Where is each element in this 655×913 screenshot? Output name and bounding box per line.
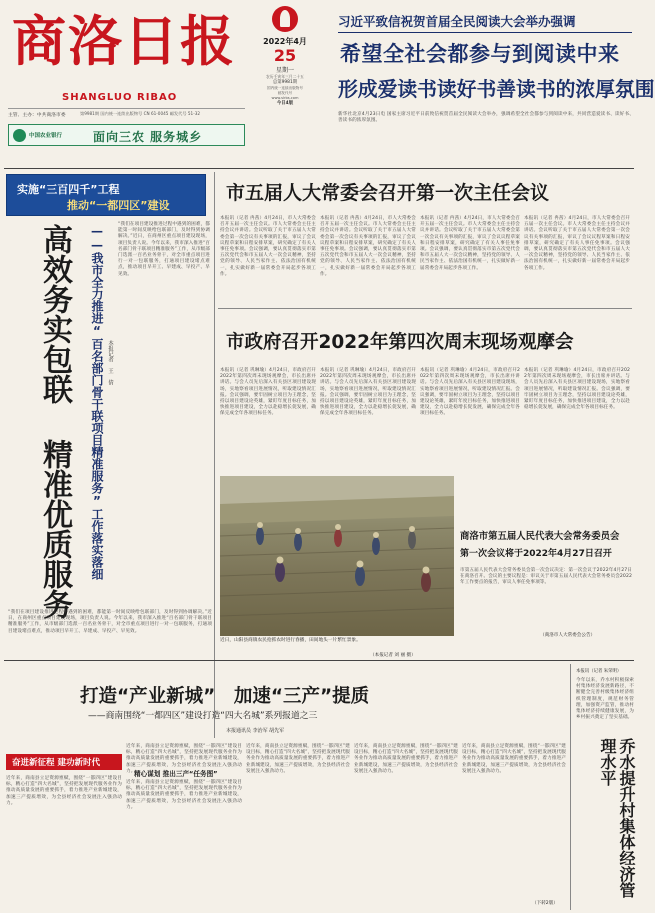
issue-line-1: 国内统一连续出版物号 [267, 86, 303, 90]
date-day: 25 [273, 46, 297, 65]
bank-slogan: 面向三农 服务城乡 [93, 130, 203, 144]
side-subheadline: ——我市全力推进“百名部门骨干联项目精准服务”工作落实落细 [90, 224, 104, 580]
side-byline: 本报记者 王 倩 [107, 340, 113, 385]
a2-body-col4: 本报讯（记者 巩琳瑜）4月24日，市政府召开2022年第四次周末现场观摩会，市长出席并讲话。与会人员先后深入有关县区项目建设现场，实地察看项目进展情况，听取建设情况汇报。会议强调，要牢固树立项目为王理念，坚持以项目建设论英雄，紧盯年度目标任务，加快推进项目建设，全力以赴稳增长促发展，确保完成全年各项目标任务。 [524, 368, 630, 411]
series-subhead: 精心谋划 推出三产“任务图” [134, 770, 218, 778]
headline-kicker: 习近平致信祝贺首届全民阅读大会举办强调 [338, 14, 576, 29]
emblem-icon [272, 6, 298, 32]
a1-body-col2: 本报讯（记者 冉茜）4月24日，市人大常委会召开五届一次主任会议。市人大常委会主任主持会议并讲话。会议听取了关于市五届人大常委会第一次会议有关事项的汇报，审议了会议议程草案和日程安排草案，研究确定了有关人事任免事项。会议强调，要认真贯彻落实市第五次党代会和市五届人大一次会议精神，坚持党的领导、人民当家作主、依法治国有机统一，扎实做好新一届常委会开局起步各项工作。 [320, 216, 416, 277]
meta-strip: 第9981期 国内统一连续出版物号 CN 61-0045 邮发代号 51-32 [80, 111, 201, 116]
banner-tag-line1: 实施“三百四千”工程 [17, 183, 120, 196]
right-big-headline: 乔水提升村集体经济管理水平 [598, 738, 636, 898]
bank-ad [8, 124, 245, 146]
series-body-col5: 近年来，商南县立足资源禀赋，围绕“一都四区”建设目标，精心打造“四大名城”，坚持把发展现代服务业作为推动高质量发展的重要抓手，着力推进产业新城建设，加速三产提质增效，为全县经济社会发展注入强劲动力。 [462, 744, 566, 774]
bank-name: 中国农业银行 [29, 133, 63, 139]
section-rule-mid [4, 660, 634, 661]
sponsor-line: 主管、主办：中共商洛市委 [8, 113, 66, 118]
banner-tag-line2: 推动“一都四区”建设 [67, 199, 170, 212]
a3-title-2: 第一次会议将于2022年4月27日召开 [460, 549, 612, 559]
a2-body-col2: 本报讯（记者 巩琳瑜）4月24日，市政府召开2022年第四次周末现场观摩会，市长出席并讲话。与会人员先后深入有关县区项目建设现场，实地察看项目进展情况，听取建设情况汇报。会议强调，要牢固树立项目为王理念，坚持以项目建设论英雄，紧盯年度目标任务，加快推进项目建设，全力以赴稳增长促发展，确保完成全年各项目标任务。 [320, 368, 416, 417]
series-body-col2b: 近年来，商南县立足资源禀赋，围绕“一都四区”建设目标，精心打造“四大名城”，坚持把发展现代服务业作为推动高质量发展的重要抓手，着力推进产业新城建设，加速三产提质增效，为全县经济社会发展注入强劲动力。 [126, 780, 242, 810]
right-byline: 本报讯（记者 朱荣明） [576, 669, 622, 674]
column-tag [6, 754, 122, 770]
date-info-1: 农历壬寅年三月二十五 [266, 74, 304, 79]
newspaper-pinyin: SHANGLUO RIBAO [62, 92, 178, 103]
issue-line-3: www.slrbs.com [271, 96, 299, 100]
a3-title-1: 商洛市第五届人民代表大会常务委员会 [460, 531, 620, 542]
series-body-col1: 近年来，商南县立足资源禀赋，围绕“一都四区”建设目标，精心打造“四大名城”，坚持把发展现代服务业作为推动高质量发展的重要抓手，着力推进产业新城建设，加速三产提质增效，为全县经济社会发展注入强劲动力。 [6, 776, 122, 806]
a1-body-col3: 本报讯（记者 冉茜）4月24日，市人大常委会召开五届一次主任会议。市人大常委会主任主持会议并讲话。会议听取了关于市五届人大常委会第一次会议有关事项的汇报，审议了会议议程草案和日程安排草案，研究确定了有关人事任免事项。会议强调，要认真贯彻落实市第五次党代会和市五届人大一次会议精神，坚持党的领导、人民当家作主、依法治国有机统一，扎实做好新一届常委会开局起步各项工作。 [420, 216, 520, 271]
series-body-col3: 近年来，商南县立足资源禀赋，围绕“一都四区”建设目标，精心打造“四大名城”，坚持把发展现代服务业作为推动高质量发展的重要抓手，着力推进产业新城建设，加速三产提质增效，为全县经济社会发展注入强劲动力。 [246, 744, 350, 774]
series-subtitle: ——商南围绕“一都四区”建设打造“四大名城”系列报道之三 [88, 711, 318, 721]
col-divider-right [570, 664, 571, 910]
rule-a1-a2 [218, 308, 632, 309]
masthead-rule [8, 108, 245, 109]
date-line: 2022年4月 [263, 37, 307, 46]
side-big-headline: 高效务实包联 精准优质服务 [37, 224, 72, 619]
issue-number: 总第9981期 [272, 80, 298, 85]
series-body-col4: 近年来，商南县立足资源禀赋，围绕“一都四区”建设目标，精心打造“四大名城”，坚持把发展现代服务业作为推动高质量发展的重要抓手，着力推进产业新城建设，加速三产提质增效，为全县经济社会发展注入强劲动力。 [354, 744, 458, 774]
lead-text: 新华社北京4月23日电 国家主席习近平日前致信祝贺首届全民阅读大会举办，强调希望全社会都参与到阅读中来，共同营造爱读书、读好书、善读书的浓厚氛围。 [338, 112, 634, 124]
side-article-body-2: “我们在项目建设推进过程中遇到的困难，都能第一时间反映给包联部门，及时得到协调解决。”近日，在商州区重点项目建设现场，项目负责人说。今年以来，我市深入推进“百名部门骨干联项目精准服务”工作，从市级部门选派一百名业务骨干，对全市重点项目进行一对一包联服务，打通项目建设堵点难点，推动项目早开工、早建成、早投产、早见效。 [8, 610, 212, 634]
column-tag-label: 奋进新征程 建功新时代 [12, 758, 100, 768]
date-block [246, 6, 324, 124]
series-title: 打造“产业新城” 加速“三产”提质 [80, 686, 370, 707]
side-article-body: “我们在项目建设推进过程中遇到的困难，都能第一时间反映给包联部门，及时得到协调解决。”近日，在商州区重点项目建设现场，项目负责人说。今年以来，我市深入推进“百名部门骨干联项目精准服务”工作，从市级部门选派一百名业务骨干，对全市重点项目进行一对一包联服务，打通项目建设堵点难点，推动项目早开工、早建成、早投产、早见效。 [118, 222, 210, 277]
a2-body-col3: 本报讯（记者 巩琳瑜）4月24日，市政府召开2022年第四次周末现场观摩会，市长出席并讲话。与会人员先后深入有关县区项目建设现场，实地察看项目进展情况，听取建设情况汇报。会议强调，要牢固树立项目为王理念，坚持以项目建设论英雄，紧盯年度目标任务，加快推进项目建设，全力以赴稳增长促发展，确保完成全年各项目标任务。 [420, 368, 520, 417]
newspaper-title: 商洛日报 [12, 9, 236, 73]
date-weekday: 星期一 [275, 67, 294, 74]
end-note: （下转2版） [532, 901, 558, 906]
right-body: 今年以来，乔水村积极探索村集体经济发展新路径，不断健全完善村级集体经济组织管理制度，规范财务管理，加强资产监管，推动村集体经济持续健康发展，为乡村振兴奠定了坚实基础。 [576, 678, 634, 721]
date-info-2: 今日4版 [276, 101, 294, 106]
headline-rule [338, 32, 632, 33]
photo-caption: 近日，山阳县商镇农民抢抓农时进行春播，田间地头一片繁忙景象。 [220, 638, 361, 643]
a2-title: 市政府召开2022年第四次周末现场观摩会 [226, 332, 574, 353]
a2-body-col1: 本报讯（记者 巩琳瑜）4月24日，市政府召开2022年第四次周末现场观摩会，市长出席并讲话。与会人员先后深入有关县区项目建设现场，实地察看项目进展情况，听取建设情况汇报。会议强调，要牢固树立项目为王理念，坚持以项目建设论英雄，紧盯年度目标任务，加快推进项目建设，全力以赴稳增长促发展，确保完成全年各项目标任务。 [220, 368, 316, 417]
a3-body: 市第五届人民代表大会常务委员会第一次会议决定：第一次会议于2022年4月27日在商洛召开。会议的主要议程是：审议关于市第五届人民代表大会常务委员会2022年工作要点的报告，审议人事任免事项等。 [460, 568, 632, 586]
series-body-col2: 近年来，商南县立足资源禀赋，围绕“一都四区”建设目标，精心打造“四大名城”，坚持把发展现代服务业作为推动高质量发展的重要抓手，着力推进产业新城建设，加速三产提质增效，为全县经济社会发展注入强劲动力。 [126, 744, 242, 774]
issue-line-2: 邮发代号 [277, 91, 293, 95]
field-photo [220, 476, 454, 636]
photo-credit: （本报记者 刘 丽 摄） [370, 653, 416, 658]
headline-main-2: 形成爱读书读好书善读书的浓厚氛围 [338, 78, 655, 101]
a1-body-col1: 本报讯（记者 冉茜）4月24日，市人大常委会召开五届一次主任会议。市人大常委会主任主持会议并讲话。会议听取了关于市五届人大常委会第一次会议有关事项的汇报，审议了会议议程草案和日程安排草案，研究确定了有关人事任免事项。会议强调，要认真贯彻落实市第五次党代会和市五届人大一次会议精神，坚持党的领导、人民当家作主、依法治国有机统一，扎实做好新一届常委会开局起步各项工作。 [220, 216, 316, 277]
series-byline: 本报通讯员 李治军 胡先军 [226, 728, 285, 734]
a1-title: 市五届人大常委会召开第一次主任会议 [226, 182, 550, 204]
col-divider-1 [214, 172, 215, 738]
a1-body-col4: 本报讯（记者 冉茜）4月24日，市人大常委会召开五届一次主任会议。市人大常委会主任主持会议并讲话。会议听取了关于市五届人大常委会第一次会议有关事项的汇报，审议了会议议程草案和日程安排草案，研究确定了有关人事任免事项。会议强调，要认真贯彻落实市第五次党代会和市五届人大一次会议精神，坚持党的领导、人民当家作主、依法治国有机统一，扎实做好新一届常委会开局起步各项工作。 [524, 216, 630, 271]
field-photo-scene [220, 476, 454, 636]
banner-tag-box [6, 174, 206, 216]
a3-signature: （商洛市人大常委会公告） [540, 633, 596, 638]
section-rule-top [4, 168, 634, 169]
bank-logo-icon [13, 129, 26, 142]
headline-main-1: 希望全社会都参与到阅读中来 [340, 42, 620, 66]
